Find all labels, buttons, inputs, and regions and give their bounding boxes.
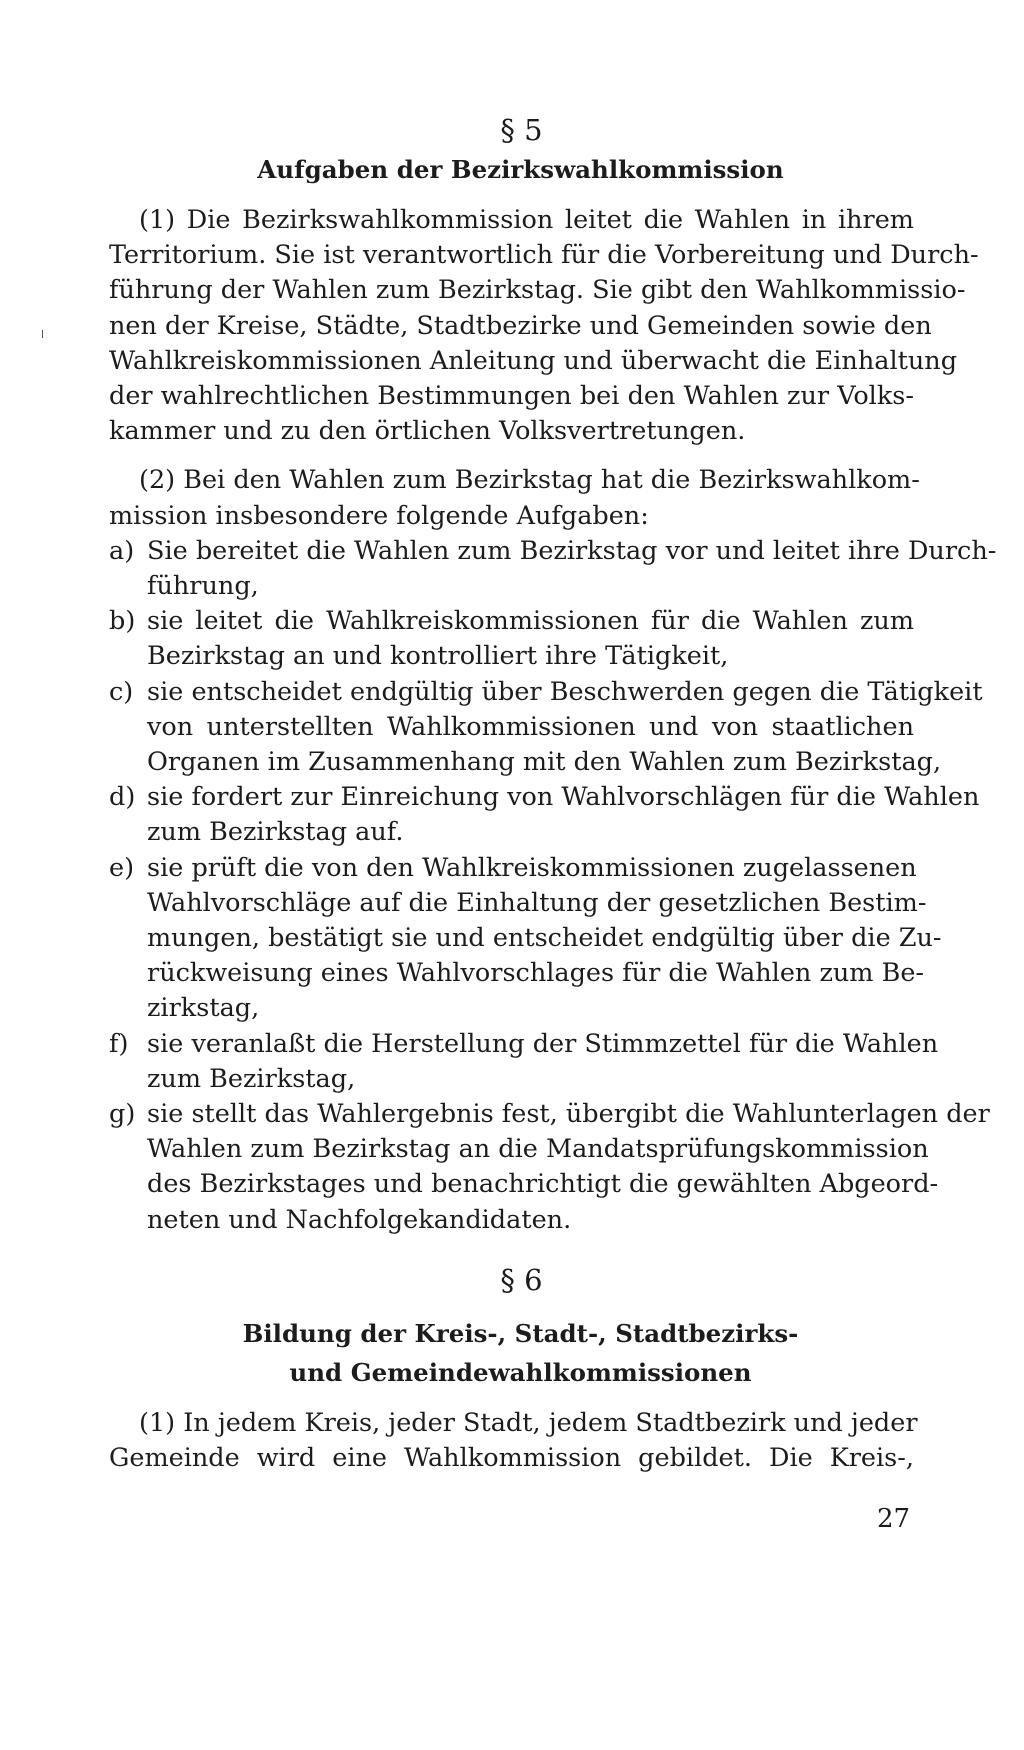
- text-line: neten und Nachfolgekandidaten.: [147, 1204, 572, 1235]
- task-list: [109, 534, 997, 1238]
- text-line: Wahlen zum Bezirkstag an die Mandatsprüfungskommission: [147, 1134, 929, 1165]
- text-line: zirkstag,: [147, 993, 260, 1024]
- text-line: mungen, bestätigt sie und entscheidet endgültig über die Zu-: [147, 923, 942, 954]
- list-marker: g): [109, 1099, 136, 1130]
- list-item: [109, 675, 983, 781]
- list-item: [109, 604, 914, 674]
- list-item: [109, 851, 942, 1027]
- list-item: [109, 534, 997, 604]
- text-line: Bezirkstag an und kontrolliert ihre Tätigkeit,: [147, 641, 729, 672]
- text-line: Gemeinde wird eine Wahlkommission gebildet. Die Kreis-,: [109, 1443, 914, 1474]
- text-line: sie leitet die Wahlkreiskommissionen für die Wahlen zum: [147, 606, 914, 637]
- list-marker: b): [109, 606, 136, 637]
- text-line: (1) Die Bezirkswahlkommission leitet die Wahlen in ihrem: [139, 205, 914, 235]
- text-line: sie veranlaßt die Herstellung der Stimmzettel für die Wahlen: [147, 1028, 939, 1059]
- text-line: Wahlvorschläge auf die Einhaltung der gesetzlichen Bestim-: [147, 887, 927, 918]
- page-number: 27: [877, 1504, 911, 1534]
- page-body: [109, 110, 997, 1476]
- text-line: Territorium. Sie ist verantwortlich für die Vorbereitung und Durch-: [109, 240, 979, 271]
- text-line: sie fordert zur Einreichung von Wahlvorschlägen für die Wahlen: [147, 782, 980, 813]
- list-marker: d): [109, 782, 136, 813]
- text-line: von unterstellten Wahlkommissionen und von staatlichen: [147, 711, 914, 742]
- text-line: Sie bereitet die Wahlen zum Bezirkstag vor und leitet ihre Durch-: [147, 535, 997, 566]
- section-5-paragraph-1: [109, 203, 979, 449]
- text-line: Wahlkreiskommissionen Anleitung und überwacht die Einhaltung: [109, 345, 958, 376]
- text-line: mission insbesondere folgende Aufgaben:: [109, 500, 649, 531]
- text-line: führung der Wahlen zum Bezirkstag. Sie gibt den Wahlkommissio-: [109, 275, 966, 306]
- text-line: der wahlrechtlichen Bestimmungen bei den Wahlen zur Volks-: [109, 381, 914, 412]
- text-line: nen der Kreise, Städte, Stadtbezirke und Gemeinden sowie den: [109, 310, 932, 341]
- section-5-title: Aufgaben der Bezirkswahlkommission: [257, 155, 784, 184]
- text-line: (2) Bei den Wahlen zum Bezirkstag hat die Bezirkswahlkom-: [139, 465, 920, 496]
- section-5-sign: § 5: [500, 113, 543, 147]
- text-line: des Bezirkstages und benachrichtigt die gewählten Abgeord-: [147, 1169, 939, 1200]
- margin-mark: [42, 330, 43, 338]
- text-line: kammer und zu den örtlichen Volksvertretungen.: [109, 416, 746, 447]
- section-5-paragraph-2: [109, 463, 920, 533]
- section-6-sign: § 6: [500, 1262, 543, 1297]
- text-line: sie entscheidet endgültig über Beschwerden gegen die Tätigkeit: [147, 676, 983, 707]
- text-line: sie prüft die von den Wahlkreiskommissionen zugelassenen: [147, 852, 917, 883]
- text-line: zum Bezirkstag,: [147, 1063, 356, 1094]
- list-item: [109, 780, 980, 850]
- list-item: [109, 1027, 939, 1097]
- section-6-title-line-2: und Gemeindewahlkommissionen: [289, 1357, 752, 1387]
- text-line: zum Bezirkstag auf.: [147, 817, 404, 848]
- text-line: (1) In jedem Kreis, jeder Stadt, jedem Stadtbezirk und jeder: [139, 1407, 918, 1438]
- text-line: führung,: [147, 571, 259, 602]
- list-marker: f): [109, 1028, 129, 1059]
- list-marker: c): [109, 676, 134, 707]
- section-6-title-line-1: Bildung der Kreis-, Stadt-, Stadtbezirks-: [242, 1318, 799, 1348]
- text-line: sie stellt das Wahlergebnis fest, übergibt die Wahlunterlagen der: [147, 1099, 990, 1130]
- section-6-paragraph-1: [109, 1406, 918, 1476]
- list-item: [109, 1097, 990, 1238]
- text-line: rückweisung eines Wahlvorschlages für die Wahlen zum Be-: [147, 958, 925, 989]
- list-marker: e): [109, 852, 135, 883]
- text-line: Organen im Zusammenhang mit den Wahlen zum Bezirkstag,: [147, 747, 942, 778]
- list-marker: a): [109, 535, 135, 566]
